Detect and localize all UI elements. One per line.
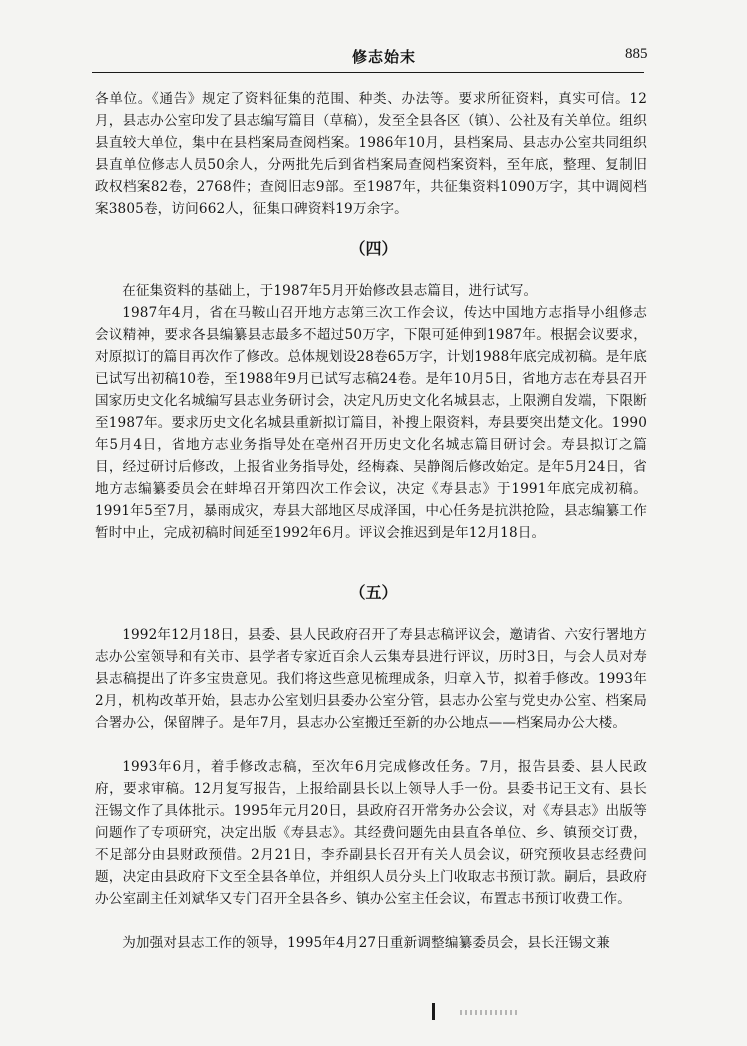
paragraph: 1987年4月，省在马鞍山召开地方志第三次工作会议，传达中国地方志指导小组修志会议精神，要求各县编纂县志最多不超过50万字，下限可延伸到1987年。根据会议要求，对原拟订的篇目再次作了修改。总体规划设28卷65万字，计划1988年底完成初稿。是年底已试写出初稿10卷，至1988年9月已试写志稿24卷。是年10月5日，省地方志在寿县召开国家历史文化名城编写县志业务研讨会，决定凡历史文化名城县志，上限溯自发端，下限断至1987年。要求历史文化名城县重新拟订篇目，补搜上限资料，寿县要突出楚文化。1990年5月4日，省地方志业务指导处在亳州召开历史文化名城志篇目研讨会。寿县拟订之篇目，经过研讨后修改，上报省业务指导处，经梅森、吴静阁后修改始定。是年5月24日，省地方志编纂委员会在蚌埠召开第四次工作会议，决定《寿县志》于1991年底完成初稿。1991年5至7月，暴雨成灾，寿县大部地区尽成泽国，中心任务是抗洪抢险，县志编纂工作暂时中止，完成初稿时间延至1992年6月。评议会推迟到是年12月18日。 [95, 305, 647, 541]
paragraph-continued: 各单位。《通告》规定了资料征集的范围、种类、办法等。要求所征资料，真实可信。12月，县志办公室印发了县志编写篇目（草稿），发至全县各区（镇）、公社及有关单位。组织县直较大单位，集中在县档案局查阅档案。1986年10月，县档案局、县志办公室共同组织县直单位修志人员50余人，分两批先后到省档案局查阅档案资料，至年底，整理、复制旧政权档案82卷，2768件；查阅旧志9部。至1987年，共征集资料1090万字，其中调阅档案3805卷，访问662人，征集口碑资料19万余字。 [95, 91, 647, 217]
page-number: 885 [625, 46, 648, 62]
scan-smudge [460, 1010, 518, 1015]
header-rule [92, 72, 644, 73]
header-title: 修志始末 [352, 48, 417, 66]
page-mark [432, 1003, 435, 1020]
running-header [0, 0, 747, 80]
paragraph: 1993年6月，着手修改志稿，至次年6月完成修改任务。7月，报告县委、县人民政府，要求审稿。12月复写报告，上报给副县长以上领导人手一份。县委书记王文有、县长汪锡文作了具体批示。1995年元月20日，县政府召开常务办公会议，对《寿县志》出版等问题作了专项研究，决定出版《寿县志》。其经费问题先由县直各单位、乡、镇预交订费，不足部分由县财政预借。2月21日，李乔副县长召开有关人员会议，研究预收县志经费问题，决定由县政府下文至全县各单位，并组织人员分头上门收取志书预订款。嗣后，县政府办公室副主任刘斌华又专门召开全县各乡、镇办公室主任会议，布置志书预订收费工作。 [95, 759, 647, 907]
paragraph: 为加强对县志工作的领导，1995年4月27日重新调整编纂委员会，县长汪锡文兼 [122, 935, 610, 951]
paragraph: 1992年12月18日，县委、县人民政府召开了寿县志稿评议会，邀请省、六安行署地方志办公室领导和有关市、县学者专家近百余人云集寿县进行评议，历时3日，与会人员对寿县志稿提出了许多宝贵意见。我们将这些意见梳理成条，归章入节，拟着手修改。1993年2月，机构改革开始，县志办公室划归县委办公室分管，县志办公室与党史办公室、档案局合署办公，保留牌子。是年7月，县志办公室搬迁至新的办公地点——档案局办公大楼。 [95, 627, 647, 731]
section-heading-5: （五） [349, 583, 398, 602]
paragraph: 在征集资料的基础上，于1987年5月开始修改县志篇目，进行试写。 [122, 283, 538, 299]
section-heading-4: （四） [349, 239, 398, 258]
